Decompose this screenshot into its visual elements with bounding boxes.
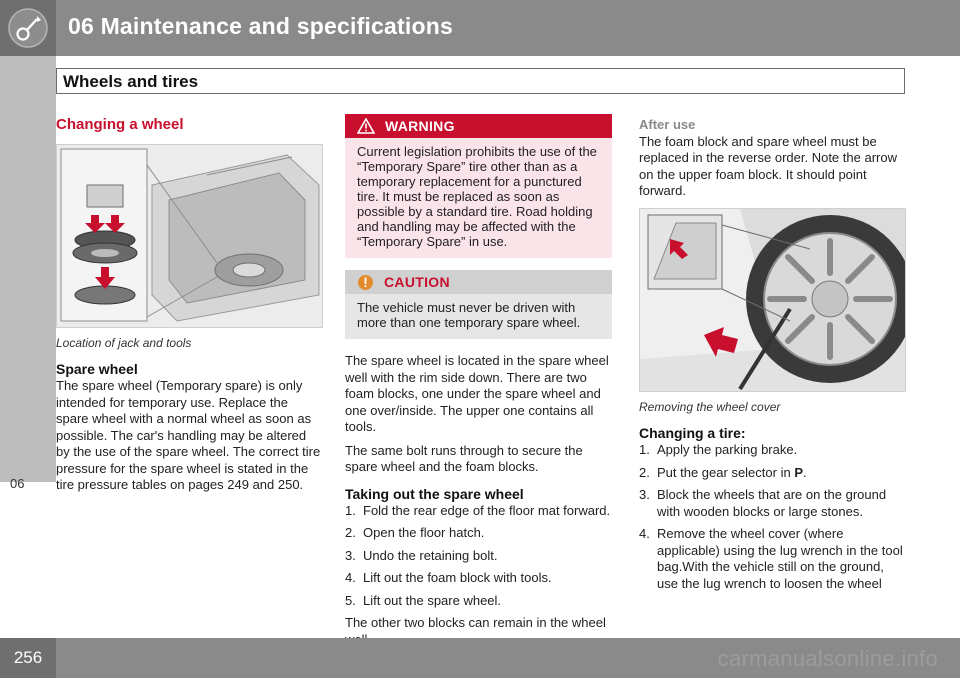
illustration-wheel-cover-removal — [640, 209, 906, 392]
list-item: 4. Lift out the foam block with tools. — [345, 570, 552, 585]
chapter-title: 06 Maintenance and specifications — [68, 13, 453, 39]
heading-changing-a-wheel: Changing a wheel — [56, 116, 184, 133]
volvo-logo-icon — [0, 0, 56, 56]
column-2 — [345, 112, 612, 655]
caution-exclamation-icon — [357, 274, 374, 291]
page-footer — [0, 638, 960, 678]
spare-wheel-text: The spare wheel (Temporary spare) is only intended for temporary use. Replace the spare wheel with a normal wheel as soon as possible. The car's handling may be altered by the use of the spare wheel. The correct tire pressure for the spare wheel is stated in the tire pressure tables on pages 249 and 250. — [56, 378, 321, 492]
list-item: 5. Lift out the spare wheel. — [345, 592, 502, 608]
spare-wheel-location-text: The spare wheel is located in the spare wheel well with the rim side down. There are two foam blocks, one under the spare wheel and one over/inside. The upper one contains all tools. — [345, 353, 609, 434]
warning-box — [345, 114, 612, 258]
page-header — [0, 0, 960, 56]
section-title: Wheels and tires — [63, 72, 199, 91]
list-item: 1. Fold the rear edge of the floor mat forward. — [345, 502, 611, 518]
heading-after-use: After use — [639, 117, 696, 132]
heading-taking-out-spare-wheel: Taking out the spare wheel — [345, 485, 524, 502]
illustration-trunk-spare-wheel — [57, 145, 323, 328]
figure-jack-and-tools — [56, 144, 323, 328]
page-number: 256 — [0, 638, 56, 678]
figure-caption: Location of jack and tools — [56, 335, 192, 350]
caution-text: The vehicle must never be driven with more than one temporary spare wheel. — [357, 300, 581, 330]
column-1 — [56, 112, 323, 501]
caution-box — [345, 270, 612, 339]
after-use-text: The foam block and spare wheel must be replaced in the reverse order. Note the arrow on the upper foam block. It should point forward. — [639, 133, 897, 198]
warning-triangle-icon — [357, 118, 375, 134]
list-item: 3. Block the wheels that are on the ground with wooden blocks or large stones. — [639, 487, 887, 519]
heading-spare-wheel: Spare wheel — [56, 361, 138, 377]
warning-header — [345, 114, 612, 138]
caution-header — [345, 270, 612, 294]
section-header — [56, 68, 905, 94]
list-item: 2. Put the gear selector in P. — [639, 464, 807, 480]
chapter-side-strip — [0, 56, 56, 491]
warning-text: Current legislation prohibits the use of the “Temporary Spare” tire other than as a temporary replacement for a punctured tire. It must be replaced as soon as possible by a standard tire. Road holding and handling may be affected with the “Temporary Spare” in use. — [357, 144, 597, 249]
caution-title: CAUTION — [384, 273, 450, 290]
figure-wheel-cover — [639, 208, 906, 392]
list-item: 4. Remove the wheel cover (where applicable) using the lug wrench in the tool bag.With the vehicle still on the ground, use the lug wrench to loosen the wheel — [639, 526, 903, 591]
list-item: 3. Undo the retaining bolt. — [345, 547, 498, 563]
list-item: 1. Apply the parking brake. — [639, 442, 798, 457]
chapter-tab-label: 06 — [10, 476, 25, 491]
list-item: 2. Open the floor hatch. — [345, 525, 485, 540]
column-3 — [639, 112, 906, 598]
watermark: carmanualsonline.info — [717, 646, 938, 671]
heading-changing-a-tire: Changing a tire: — [639, 425, 746, 441]
gear-p: P — [794, 464, 803, 480]
figure-caption: Removing the wheel cover — [639, 399, 781, 414]
bolt-text: The same bolt runs through to secure the spare wheel and the foam blocks. — [345, 442, 583, 474]
remaining-blocks-text: The other two blocks can remain in the wheel — [345, 615, 606, 630]
warning-title: WARNING — [385, 117, 455, 134]
